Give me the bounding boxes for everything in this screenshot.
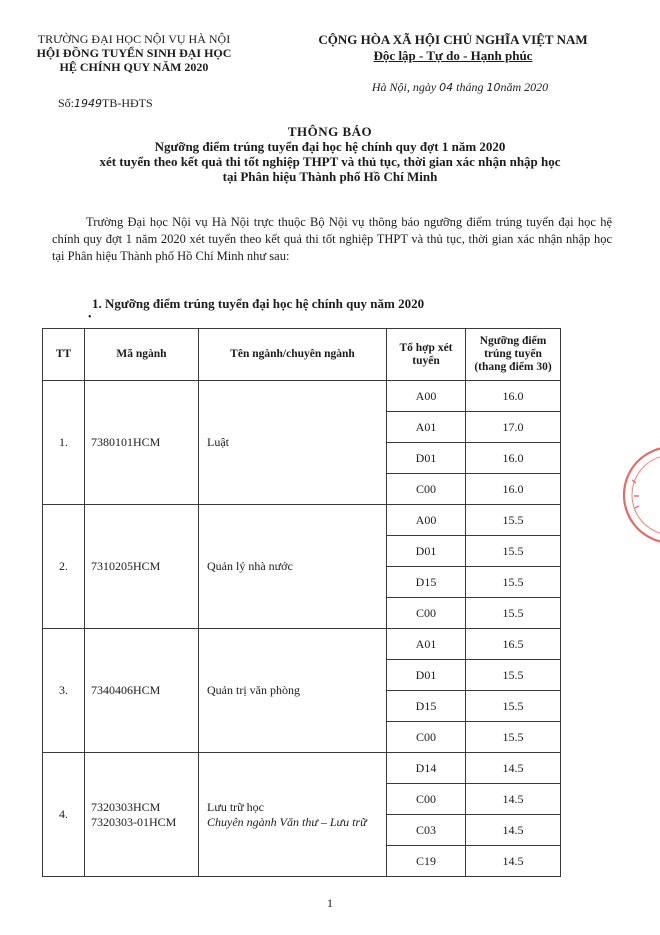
notice-subtitle-1: Ngưỡng điểm trúng tuyển đại học hệ chính quy đợt 1 năm 2020 [154,139,506,154]
header-threshold-score-text: Ngưỡng điểm trúng tuyển (thang điểm 30) [474,335,552,373]
row-score: 16.0 [466,443,561,474]
header-subject-combination-text: Tổ hợp xét tuyển [399,341,453,367]
table-header-row [43,329,561,381]
row-score: 16.0 [466,474,561,505]
row-major-code: 7340406HCM [85,629,199,753]
header-major-code: Mã ngành [85,329,199,381]
row-tt: 4. [43,753,85,877]
section-1-title: 1. Ngưỡng điểm trúng tuyển đại học hệ chính quy năm 2020 [92,296,425,311]
row-tt: 2. [43,505,85,629]
row-combination: C00 [387,784,466,815]
date-suffix: năm 2020 [500,80,549,94]
row-major-name: Quản lý nhà nước [199,505,387,629]
row-score: 15.5 [466,505,561,536]
row-score: 14.5 [466,784,561,815]
row-score: 15.5 [466,691,561,722]
header-major-name: Tên ngành/chuyên ngành [199,329,387,381]
row-combination: A01 [387,629,466,660]
date-mid: tháng [456,80,484,94]
national-header [288,32,618,64]
seal-stamp-icon [620,440,660,550]
row-major-code: 7380101HCM [85,381,199,505]
date-month: 10 [486,81,501,94]
intro-paragraph-text: Trường Đại học Nội vụ Hà Nội trực thuộc Bộ Nội vụ thông báo ngưỡng điểm trúng tuyển đại học hệ chính quy đợt 1 năm 2020 xét tuyển theo kết quả thi tốt nghiệp THPT và thủ tục, thời gian xác nhận nhập học tại Phân hiệu Thành phố Hồ Chí Minh như sau: [52,215,612,263]
row-major-specialization: Chuyên ngành Văn thư – Lưu trữ [207,814,367,829]
row-combination: C00 [387,598,466,629]
date-day: 04 [439,81,454,94]
row-major-codes [85,753,199,877]
issue-date [330,80,590,95]
notice-subtitle-3: tại Phân hiệu Thành phố Hồ Chí Minh [222,169,438,184]
document-number-prefix: Số: [58,96,75,110]
row-combination: C03 [387,815,466,846]
row-combination: D01 [387,536,466,567]
intro-paragraph [52,214,612,265]
row-combination: C19 [387,846,466,877]
table-row [43,629,561,660]
national-motto: Độc lập - Tự do - Hạnh phúc [373,48,533,63]
row-major-code: 7320303HCM [91,799,161,814]
row-tt: 1. [43,381,85,505]
row-combination: D14 [387,753,466,784]
document-number-handwritten: 1949 [74,97,103,110]
row-score: 14.5 [466,815,561,846]
notice-heading: THÔNG BÁO [287,124,373,139]
row-major-name: Quản trị văn phòng [199,629,387,753]
row-major-code-secondary: 7320303-01HCM [91,814,177,829]
row-tt: 3. [43,629,85,753]
header-threshold-score [466,329,561,381]
header-tt: TT [43,329,85,381]
row-score: 16.0 [466,381,561,412]
row-combination: C00 [387,474,466,505]
page-number: 1 [327,896,333,910]
admission-score-table [42,328,561,877]
table-row [43,505,561,536]
row-combination: D01 [387,443,466,474]
row-score: 15.5 [466,660,561,691]
row-combination: A00 [387,381,466,412]
table-row [43,753,561,784]
row-major-name: Luật [199,381,387,505]
row-combination: D01 [387,660,466,691]
issuer-header [14,32,254,74]
document-number-suffix: TB-HĐTS [102,96,153,110]
document-number [58,96,153,111]
row-major-name-cell [199,753,387,877]
date-prefix: Hà Nội, ngày [371,80,437,94]
row-score: 14.5 [466,753,561,784]
table-row [43,381,561,412]
notice-subtitle-2: xét tuyển theo kết quả thi tốt nghiệp THPT và thủ tục, thời gian xác nhận nhập học [99,154,561,169]
row-combination: C00 [387,722,466,753]
row-score: 15.5 [466,722,561,753]
issuer-line-1: TRƯỜNG ĐẠI HỌC NỘI VỤ HÀ NỘI [37,32,231,46]
row-score: 16.5 [466,629,561,660]
row-score: 15.5 [466,567,561,598]
row-combination: D15 [387,567,466,598]
issuer-line-2: HỘI ĐỒNG TUYỂN SINH ĐẠI HỌC [36,46,232,60]
row-score: 17.0 [466,412,561,443]
notice-title-block [30,124,630,184]
issuer-line-3: HỆ CHÍNH QUY NĂM 2020 [59,60,209,74]
national-line-1: CỘNG HÒA XÃ HỘI CHỦ NGHĨA VIỆT NAM [318,32,588,47]
row-major-code: 7310205HCM [85,505,199,629]
row-score: 15.5 [466,536,561,567]
row-combination: A00 [387,505,466,536]
row-major-name: Lưu trữ học [207,799,264,814]
row-combination: D15 [387,691,466,722]
bullet-dot: • [88,312,92,323]
header-subject-combination [387,329,466,381]
row-score: 14.5 [466,846,561,877]
row-combination: A01 [387,412,466,443]
row-score: 15.5 [466,598,561,629]
